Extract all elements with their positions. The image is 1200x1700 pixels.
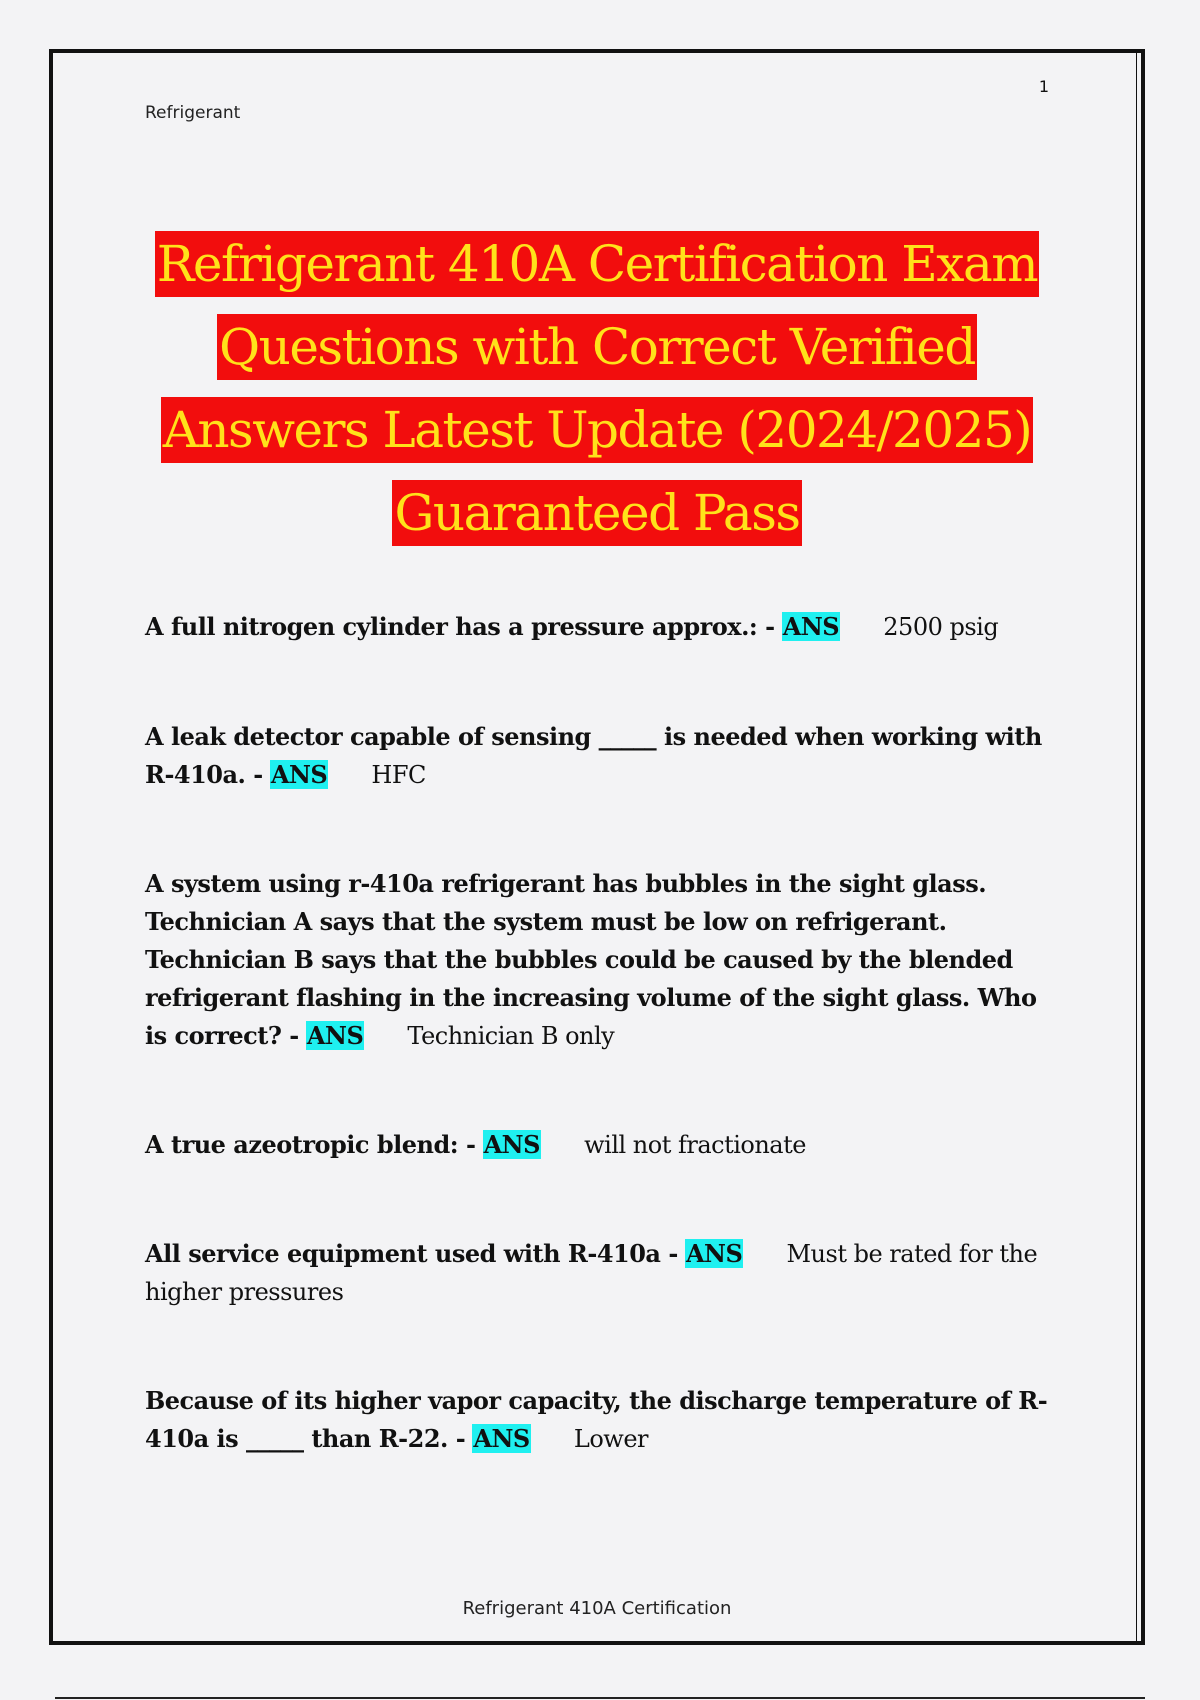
page-footer: Refrigerant 410A Certification [462, 1598, 732, 1619]
running-header: Refrigerant [145, 103, 241, 123]
question-text: A system using r-410a refrigerant has bubbles in the sight glass. Technician A says that the system must be low on refrigerant. Technician B says that the bubbles could be caused by the blended refrigerant flashing in the increasing volume of the sight glass. Who is correct? - [145, 869, 1037, 1050]
ans-label: ANS [483, 1130, 540, 1159]
title-line: Answers Latest Update (2024/2025) [161, 397, 1034, 463]
ans-label: ANS [685, 1239, 743, 1268]
document-page [49, 49, 1145, 1645]
question-text: A full nitrogen cylinder has a pressure approx.: - [145, 612, 775, 641]
qa-item [145, 718, 1053, 794]
qa-item [145, 1235, 1053, 1311]
answer-text: HFC [371, 761, 426, 789]
answer-text: will not fractionate [584, 1131, 806, 1159]
qa-item [145, 1382, 1053, 1458]
answer-text: Technician B only [407, 1022, 615, 1050]
question-text: A true azeotropic blend: - [145, 1130, 476, 1159]
divider [55, 1697, 1145, 1699]
ans-label: ANS [270, 760, 328, 789]
ans-label: ANS [473, 1424, 530, 1453]
qa-item [145, 1126, 1053, 1164]
title-line: Refrigerant 410A Certification Exam [155, 231, 1039, 297]
question-text: Because of its higher vapor capacity, the discharge temperature of R-410a is _____ than R-22. - [145, 1386, 1048, 1453]
answer-text: 2500 psig [883, 613, 999, 641]
title-line: Guaranteed Pass [392, 480, 801, 546]
answer-text: Lower [573, 1425, 648, 1453]
answer-text: Must be rated for the higher pressures [145, 1240, 1038, 1306]
title-line: Questions with Correct Verified [217, 314, 977, 380]
ans-label: ANS [306, 1021, 364, 1050]
qa-item [145, 608, 1053, 646]
qa-item [145, 865, 1053, 1055]
page-number: 1 [1038, 77, 1049, 96]
question-text: A leak detector capable of sensing _____ is needed when working with R-410a. - [145, 722, 1042, 789]
document-title [93, 231, 1101, 563]
ans-label: ANS [782, 612, 840, 641]
question-text: All service equipment used with R-410a - [145, 1239, 678, 1268]
